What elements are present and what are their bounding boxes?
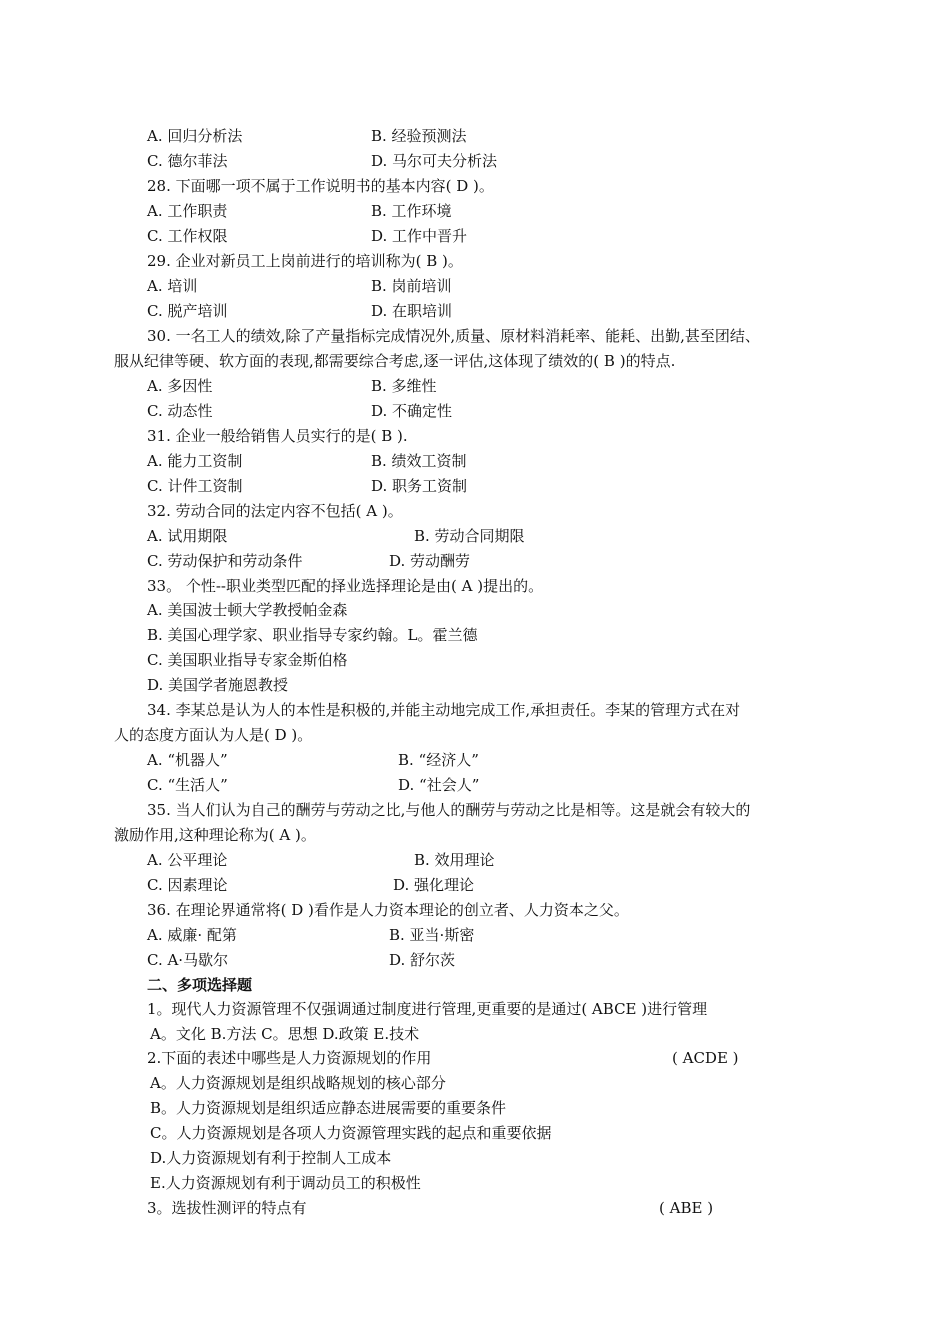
option-line: A. “机器人” xyxy=(147,751,228,769)
option-line: B. 工作环境 xyxy=(371,202,452,220)
option-line: D. 职务工资制 xyxy=(371,477,468,495)
option-line: B. “经济人” xyxy=(398,751,479,769)
question-text: 30. 一名工人的绩效,除了产量指标完成情况外,质量、原材料消耗率、能耗、出勤,甚至团结、 xyxy=(147,327,760,345)
option-line: B. 多维性 xyxy=(371,377,437,395)
option-line: A. 威廉· 配第 xyxy=(147,926,237,944)
option-line: C. 计件工资制 xyxy=(147,477,243,495)
option-line: B. 美国心理学家、职业指导专家约翰。L。霍兰德 xyxy=(147,626,478,644)
option-line: D. 工作中晋升 xyxy=(371,227,468,245)
question-text: 31. 企业一般给销售人员实行的是( B ). xyxy=(147,427,408,445)
option-line: D. 不确定性 xyxy=(371,402,453,420)
option-line: C. 劳动保护和劳动条件 xyxy=(147,552,303,570)
option-line: A. 试用期限 xyxy=(147,527,228,545)
option-line: B. 劳动合同期限 xyxy=(414,527,525,545)
option-line: D. 劳动酬劳 xyxy=(389,552,471,570)
answer-bracket: ( ACDE ) xyxy=(672,1049,739,1067)
question-text: 人的态度方面认为人是( D )。 xyxy=(114,726,313,744)
question-text: 32. 劳动合同的法定内容不包括( A )。 xyxy=(147,502,403,520)
option-line: D. 美国学者施恩教授 xyxy=(147,676,289,694)
question-text: 服从纪律等硬、软方面的表现,都需要综合考虑,逐一评估,这体现了绩效的( B )的特点. xyxy=(114,352,676,370)
option-line: A。文化 B.方法 C。思想 D.政策 E.技术 xyxy=(150,1025,420,1043)
question-text: 35. 当人们认为自己的酬劳与劳动之比,与他人的酬劳与劳动之比是相等。这是就会有较大的 xyxy=(147,801,751,819)
option-line: C. 美国职业指导专家金斯伯格 xyxy=(147,651,348,669)
question-text: 激励作用,这种理论称为( A )。 xyxy=(114,826,316,844)
option-line: C. A·马歇尔 xyxy=(147,951,229,969)
question-text: 3。选拔性测评的特点有 xyxy=(147,1199,307,1217)
option-line: B。人力资源规划是组织适应静态进展需要的重要条件 xyxy=(150,1099,507,1117)
option-line: A. 能力工资制 xyxy=(147,452,243,470)
option-line: D. “社会人” xyxy=(398,776,480,794)
option-line: A. 多因性 xyxy=(147,377,213,395)
question-text: 34. 李某总是认为人的本性是积极的,并能主动地完成工作,承担责任。李某的管理方式在对 xyxy=(147,701,741,719)
option-line: E.人力资源规划有利于调动员工的积极性 xyxy=(150,1174,421,1192)
question-text: 33。 个性--职业类型匹配的择业选择理论是由( A )提出的。 xyxy=(147,577,544,595)
option-line: A. 美国波士顿大学教授帕金森 xyxy=(147,601,348,619)
option-line: A. 工作职责 xyxy=(147,202,228,220)
option-line: D. 马尔可夫分析法 xyxy=(371,152,498,170)
question-text: 36. 在理论界通常将( D )看作是人力资本理论的创立者、人力资本之父。 xyxy=(147,901,629,919)
section-heading: 二、多项选择题 xyxy=(147,976,253,994)
option-line: B. 绩效工资制 xyxy=(371,452,467,470)
option-line: B. 亚当·斯密 xyxy=(389,926,475,944)
question-text: 2.下面的表述中哪些是人力资源规划的作用 xyxy=(147,1049,432,1067)
option-line: D. 强化理论 xyxy=(393,876,475,894)
option-line: A. 培训 xyxy=(147,277,198,295)
question-text: 1。现代人力资源管理不仅强调通过制度进行管理,更重要的是通过( ABCE )进行管理 xyxy=(147,1000,708,1018)
option-line: B. 岗前培训 xyxy=(371,277,452,295)
option-line: A. 公平理论 xyxy=(147,851,228,869)
option-line: C. 动态性 xyxy=(147,402,213,420)
question-text: 29. 企业对新员工上岗前进行的培训称为( B )。 xyxy=(147,252,463,270)
option-line: C. 脱产培训 xyxy=(147,302,228,320)
option-line: D.人力资源规划有利于控制人工成本 xyxy=(150,1149,392,1167)
option-line: C. 德尔菲法 xyxy=(147,152,228,170)
answer-bracket: ( ABE ) xyxy=(659,1199,714,1217)
option-line: A。人力资源规划是组织战略规划的核心部分 xyxy=(150,1074,446,1092)
option-line: D. 在职培训 xyxy=(371,302,453,320)
option-line: C. 因素理论 xyxy=(147,876,228,894)
option-line: C. 工作权限 xyxy=(147,227,228,245)
question-text: 28. 下面哪一项不属于工作说明书的基本内容( D )。 xyxy=(147,177,494,195)
option-line: A. 回归分析法 xyxy=(147,127,243,145)
option-line: B. 效用理论 xyxy=(414,851,495,869)
option-line: B. 经验预测法 xyxy=(371,127,467,145)
option-line: C。人力资源规划是各项人力资源管理实践的起点和重要依据 xyxy=(150,1124,552,1142)
option-line: D. 舒尔茨 xyxy=(389,951,456,969)
option-line: C. “生活人” xyxy=(147,776,228,794)
